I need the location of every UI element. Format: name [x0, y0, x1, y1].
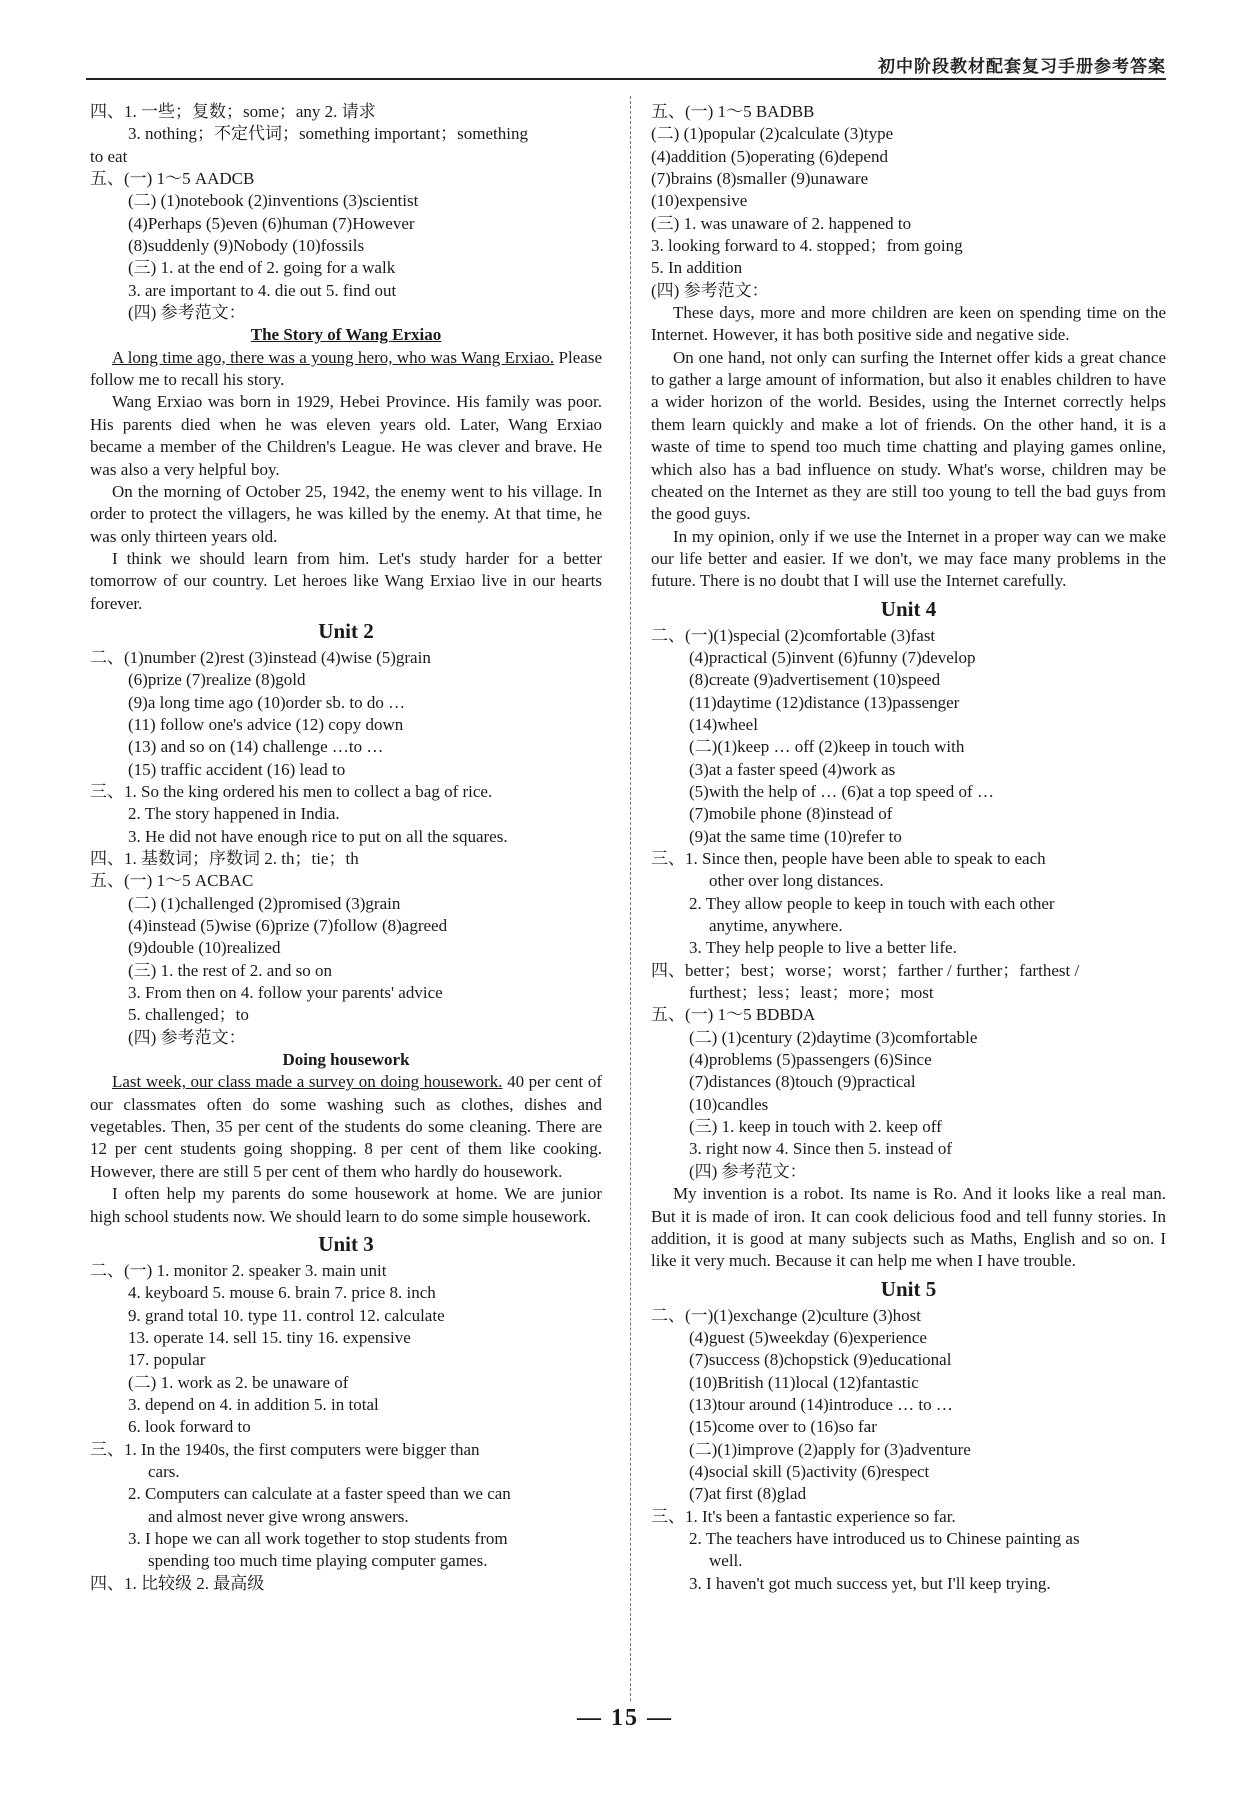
answer-line: 3. are important to 4. die out 5. find out [128, 280, 397, 300]
answer-line: 2. The teachers have introduced us to Chinese painting as [689, 1528, 1080, 1548]
answer-line: 三、1. So the king ordered his men to collect a bag of rice. [90, 781, 493, 801]
page-header: 初中阶段教材配套复习手册参考答案 [878, 57, 1166, 77]
answer-line: (11)daytime (12)distance (13)passenger [689, 692, 960, 712]
answer-line: (二) (1)challenged (2)promised (3)grain [128, 893, 401, 913]
answer-line: 3. They help people to live a better life. [689, 938, 957, 958]
unit-heading: Unit 3 [318, 1231, 374, 1256]
answer-line: (9)double (10)realized [128, 938, 281, 958]
answer-line: (二) (1)notebook (2)inventions (3)scientist [128, 191, 419, 211]
answer-line: to eat [90, 146, 128, 166]
answer-line: (9)at the same time (10)refer to [689, 826, 902, 846]
answer-line: (4)Perhaps (5)even (6)human (7)However [128, 213, 415, 233]
answer-line: 9. grand total 10. type 11. control 12. calculate [128, 1305, 445, 1325]
answer-line: 三、1. Since then, people have been able to speak to each [651, 849, 1046, 868]
essay-title: The Story of Wang Erxiao [250, 325, 442, 345]
answer-line: 四、1. 一些；复数；some；any 2. 请求 [90, 102, 376, 121]
answer-line: 3. right now 4. Since then 5. instead of [689, 1139, 952, 1159]
answer-line: 17. popular [128, 1350, 206, 1370]
answer-line: 五、(一) 1～5 BADBB [651, 102, 815, 121]
answer-line: (10)British (11)local (12)fantastic [689, 1372, 919, 1392]
answer-line: (三) 1. keep in touch with 2. keep off [689, 1117, 942, 1137]
answer-line: well. [709, 1551, 743, 1571]
answer-line: (四) 参考范文： [651, 280, 769, 300]
essay-text: Please follow me to recall his story. [90, 347, 602, 390]
essay-underlined-sentence: A long time ago, there was a young hero, who was Wang Erxiao. [112, 347, 555, 367]
answer-line: 四、1. 基数词；序数词 2. th；tie；th [90, 849, 359, 868]
answer-line: spending too much time playing computer games. [148, 1551, 488, 1571]
answer-line: (四) 参考范文： [128, 1027, 246, 1047]
essay-text: On one hand, not only can surfing the Internet offer kids a great chance to gather a large amount of information, but also it enables children to have a wider horizon of the world. Besides, using the Internet correctly helps them learn quickly and make a lot of friends. On the other hand, it is a waste of time to spend too much time chatting and playing games online, which also has a bad influence on study. What's worse, children may be cheated on the Internet as they are still too young to tell the bad guys from the good guys. [651, 347, 1166, 524]
left-column [90, 101, 602, 1595]
answer-line: 3. He did not have enough rice to put on all the squares. [128, 826, 508, 846]
answer-line: 五、(一) 1～5 ACBAC [90, 871, 254, 891]
answer-line: 3. I haven't got much success yet, but I'll keep trying. [689, 1573, 1051, 1593]
answer-line: 3. From then on 4. follow your parents' advice [128, 983, 443, 1003]
answer-line: (14)wheel [689, 714, 758, 734]
answer-line: and almost never give wrong answers. [148, 1506, 409, 1526]
answer-line: 13. operate 14. sell 15. tiny 16. expensive [128, 1327, 411, 1347]
answer-line: (二)(1)improve (2)apply for (3)adventure [689, 1439, 971, 1459]
answer-line: 3. depend on 4. in addition 5. in total [128, 1394, 379, 1414]
answer-line: (15) traffic accident (16) lead to [128, 759, 346, 779]
answer-line: 5. challenged；to [128, 1005, 249, 1025]
answer-line: (三) 1. the rest of 2. and so on [128, 960, 332, 980]
unit-heading: Unit 4 [880, 596, 937, 621]
answer-line: (8)create (9)advertisement (10)speed [689, 670, 941, 690]
answer-line: 2. Computers can calculate at a faster speed than we can [128, 1484, 511, 1504]
answer-line: 4. keyboard 5. mouse 6. brain 7. price 8. inch [128, 1283, 436, 1303]
answer-line: (四) 参考范文： [128, 303, 246, 323]
essay-text: In my opinion, only if we use the Internet in a proper way can we make our life better and easier. If we don't, we may face many problems in the future. There is no doubt that I will use the Internet carefully. [651, 526, 1166, 591]
answer-line: other over long distances. [709, 871, 884, 891]
answer-line: (4)instead (5)wise (6)prize (7)follow (8)agreed [128, 916, 448, 936]
answer-line: (四) 参考范文： [689, 1161, 807, 1181]
essay-paragraph [90, 1071, 602, 1183]
answer-line: 四、better；best；worse；worst；farther / further；farthest / [651, 960, 1080, 980]
answer-line: (9)a long time ago (10)order sb. to do … [128, 692, 406, 712]
essay-title: Doing housework [282, 1050, 410, 1070]
right-column [651, 101, 1166, 1595]
answer-line: (4)guest (5)weekday (6)experience [689, 1327, 927, 1347]
answer-line: (13)tour around (14)introduce … to … [689, 1394, 953, 1414]
answer-line: (15)come over to (16)so far [689, 1417, 877, 1437]
answer-line: (4)practical (5)invent (6)funny (7)develop [689, 647, 976, 667]
answer-line: (4)addition (5)operating (6)depend [651, 146, 888, 166]
answer-line: cars. [148, 1461, 180, 1481]
answer-line: 3. looking forward to 4. stopped；from going [651, 236, 963, 256]
answer-line: (三) 1. was unaware of 2. happened to [651, 213, 912, 233]
column-divider [630, 96, 631, 1701]
essay-text: On the morning of October 25, 1942, the enemy went to his village. In order to protect the villagers, he was killed by the enemy. At that time, he was only thirteen years old. [90, 481, 602, 546]
essay-text: Wang Erxiao was born in 1929, Hebei Province. His family was poor. His parents died when he was eleven years old. Later, Wang Erxiao became a member of the Children's League. He was clever and brave. He was also a very helpful boy. [90, 392, 602, 479]
answer-line: 二、(一) 1. monitor 2. speaker 3. main unit [90, 1260, 387, 1280]
answer-line: (4)problems (5)passengers (6)Since [689, 1050, 932, 1070]
essay-text: These days, more and more children are keen on spending time on the Internet. However, it has both positive side and negative side. [651, 303, 1166, 345]
essay-text: 40 per cent of our classmates often do some washing such as clothes, dishes and vegetables. Then, 35 per cent of the students do some cleaning. There are 12 per cent students going shopping. 8 per cent of them like cooking. However, there are still 5 per cent of them who hardly do housework. [90, 1072, 602, 1181]
answer-line: (二)(1)keep … off (2)keep in touch with [689, 737, 965, 757]
answer-line: (5)with the help of … (6)at a top speed of … [689, 781, 994, 801]
answer-line: 5. In addition [651, 258, 743, 278]
essay-paragraph [651, 1183, 1166, 1272]
answer-line: 3. nothing；不定代词；something important；something [128, 124, 528, 144]
answer-line: anytime, anywhere. [709, 916, 843, 936]
answer-line: 6. look forward to [128, 1417, 251, 1437]
answer-line: 二、(一)(1)exchange (2)culture (3)host [651, 1305, 922, 1325]
essay-paragraph [90, 1183, 602, 1228]
answer-line: 二、(一)(1)special (2)comfortable (3)fast [651, 625, 936, 645]
unit-heading: Unit 2 [318, 618, 374, 643]
answer-line: 2. They allow people to keep in touch with each other [689, 893, 1055, 913]
essay-paragraph [651, 302, 1166, 347]
answer-line: (二) (1)popular (2)calculate (3)type [651, 124, 894, 144]
answer-line: (4)social skill (5)activity (6)respect [689, 1461, 930, 1481]
answer-line: (10)candles [689, 1094, 769, 1114]
essay-paragraph [90, 347, 602, 392]
answer-line: (二) 1. work as 2. be unaware of [128, 1372, 349, 1392]
answer-line: (11) follow one's advice (12) copy down [128, 714, 404, 734]
essay-underlined-sentence: Last week, our class made a survey on doing housework. [112, 1072, 503, 1092]
answer-line: (7)brains (8)smaller (9)unaware [651, 169, 869, 189]
answer-line: furthest；less；least；more；most [689, 983, 934, 1003]
header-rule [86, 78, 1166, 80]
answer-line: 三、1. It's been a fantastic experience so far. [651, 1506, 956, 1526]
essay-paragraph [90, 548, 602, 615]
answer-line: (13) and so on (14) challenge …to … [128, 737, 384, 757]
essay-text: My invention is a robot. Its name is Ro. And it looks like a real man. But it is made of iron. It can cook delicious food and tell funny stories. In addition, it is good at many subjects such as Maths, English and so on. I like it very much. Because it can help me when I have trouble. [651, 1184, 1166, 1271]
answer-line: 四、1. 比较级 2. 最高级 [90, 1573, 265, 1593]
essay-text: I think we should learn from him. Let's study harder for a better tomorrow of our country. Let heroes like Wang Erxiao live in our hearts forever. [90, 548, 602, 613]
answer-line: 五、(一) 1～5 BDBDA [651, 1005, 816, 1025]
answer-line: 五、(一) 1～5 AADCB [90, 169, 255, 189]
essay-paragraph [651, 526, 1166, 593]
answer-line: 二、(1)number (2)rest (3)instead (4)wise (5)grain [90, 647, 431, 667]
answer-line: (6)prize (7)realize (8)gold [128, 670, 306, 690]
essay-paragraph [651, 347, 1166, 526]
answer-line: (8)suddenly (9)Nobody (10)fossils [128, 236, 365, 256]
answer-line: (7)success (8)chopstick (9)educational [689, 1350, 952, 1370]
answer-line: 3. I hope we can all work together to stop students from [128, 1528, 508, 1548]
essay-paragraph [90, 481, 602, 548]
answer-line: (3)at a faster speed (4)work as [689, 759, 896, 779]
answer-line: (7)mobile phone (8)instead of [689, 804, 893, 824]
answer-line: (三) 1. at the end of 2. going for a walk [128, 258, 396, 278]
answer-line: (10)expensive [651, 191, 748, 211]
answer-line: 2. The story happened in India. [128, 804, 340, 824]
unit-heading: Unit 5 [880, 1276, 937, 1301]
essay-text: I often help my parents do some housework at home. We are junior high school students now. We should learn to do some simple housework. [90, 1184, 602, 1226]
answer-line: (二) (1)century (2)daytime (3)comfortable [689, 1027, 978, 1047]
answer-line: 三、1. In the 1940s, the first computers were bigger than [90, 1439, 480, 1459]
answer-line: (7)at first (8)glad [689, 1484, 807, 1504]
essay-paragraph [90, 391, 602, 480]
page-number: — 15 — [577, 1705, 673, 1731]
answer-line: (7)distances (8)touch (9)practical [689, 1072, 916, 1092]
